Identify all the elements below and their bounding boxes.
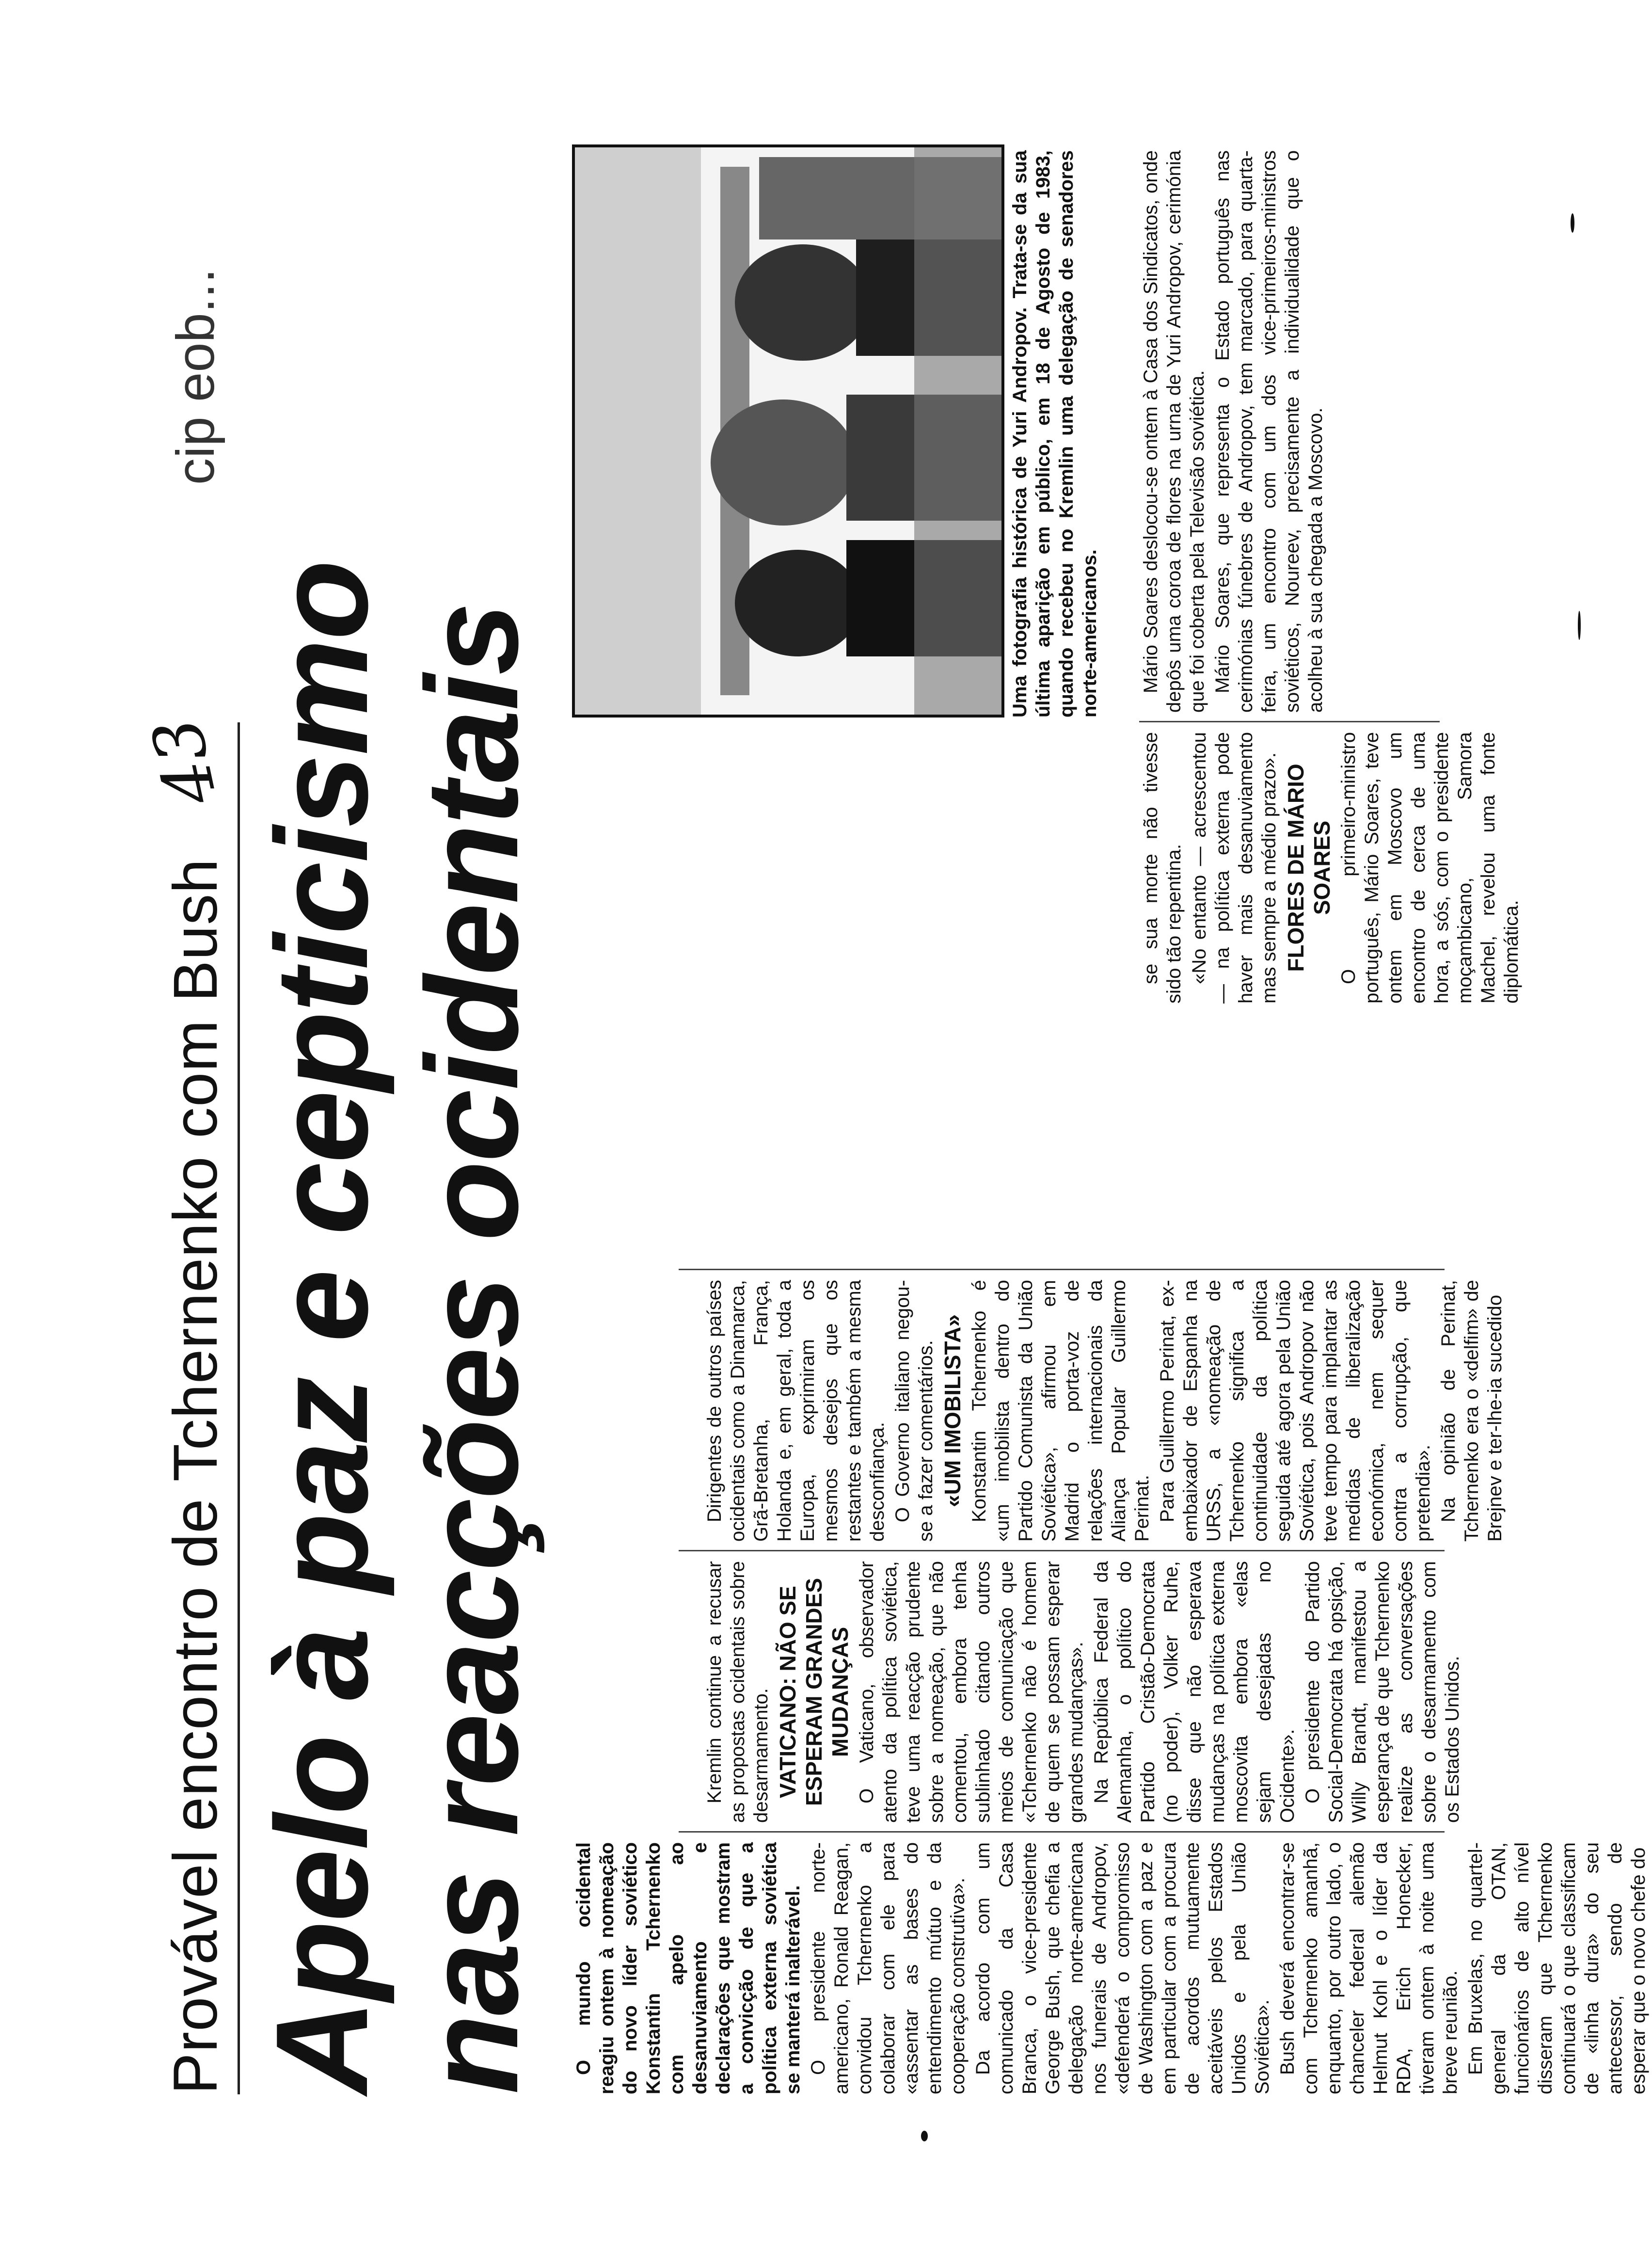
- article-column-1: [572, 1842, 1652, 2094]
- column-divider: [679, 1550, 1445, 1551]
- article-column-5: [1139, 150, 1329, 713]
- paragraph: Kremlin continue a recusar as propostas ocidentais sobre desarmamento.: [704, 1561, 772, 1823]
- paragraph: Da acordo com um comunicado da Casa Branca, o vice-presidente George Bush, que chefia a delegação norte-americana nos funerais de Andropov, «defenderá o compromisso de Washington com a paz e em particular com a procura de acordos mutuamente aceitáveis pelos Estados Unidos e pela União Soviética».: [972, 1842, 1273, 2094]
- paragraph: O Vaticano, observador atento da política soviética, teve uma reacção prudente sobre a nomeação, que não comentou, embora tenha sublinhado citando outros meios de comunicação que «Tchernenko não é homem de quem se possam esperar grandes mudanças».: [856, 1561, 1087, 1823]
- photo-caption: Uma fotografia histórica de Yuri Andropov. Trata-se da sua última aparição em público, em 18 de Agosto de 1983, quando recebeu no Kremlin uma delegação de senadores norte-americanos.: [1009, 150, 1100, 718]
- paragraph: Mário Soares deslocou-se ontem à Casa dos Sindicatos, onde depôs uma coroa de flores na urna de Yuri Andropov, cerimónia que foi coberta pela Televisão soviética.: [1140, 150, 1208, 713]
- handwritten-note: 43: [137, 711, 233, 812]
- paragraph: Mário Soares, que representa o Estado português nas cerimónias fúnebres de Andropov, tem marcado, para quarta-feira, um encontro com um dos vice-primeiros-ministros soviéticos, Noureev, precisamente a individualidade que o acolheu à sua chegada a Moscovo.: [1212, 150, 1326, 713]
- article-column-3: [703, 1280, 1509, 1542]
- column-divider: [679, 1831, 1445, 1833]
- article-kicker: Provável encontro de Tchernenko com Bush: [161, 858, 230, 2094]
- paragraph: O primeiro-ministro português, Mário Soares, teve ontem em Moscovo um encontro de cerca de uma hora, a sós, com o presidente moçambicano, Samora Machel, revelou uma fonte diplomática.: [1338, 732, 1522, 1004]
- paragraph: Dirigentes de outros países ocidentais como a Dinamarca, Grã-Bretanha, França, Holanda e, em geral, toda a Europa, exprimiram os mesmos desejos que os restantes e também a mesma desconfiança.: [704, 1280, 888, 1542]
- paragraph: Na opinião de Perinat, Tchernenko era o «delfim» de Brejnev e ter-lhe-ia sucedido: [1438, 1280, 1506, 1542]
- paragraph: «No entanto — acrescentou — na política externa pode haver mais desanuviamento mas sempre a médio prazo».: [1189, 732, 1280, 1004]
- paragraph: se sua morte não tivesse sido tão repentina.: [1140, 732, 1185, 1004]
- column-divider: [1139, 721, 1440, 722]
- paragraph: Para Guillermo Perinat, ex-embaixador de Espanha na URSS, a «nomeação de Tchernenko significa a continuidade da política seguida até agora pela União Soviética, pois Andropov não teve tempo para implantar as medidas de liberalização económica, nem sequer contra a corrupção, que pretendia».: [1157, 1280, 1434, 1542]
- paragraph: Em Bruxelas, no quartel-general da OTAN, funcionários de alto nível disseram que Tchernenko continuará o que classificam de «linha dura» do seu antecessor, sendo de esperar que o novo chefe do: [1465, 1842, 1649, 2094]
- headline-line-2: nas reacções ocidentais: [399, 603, 545, 2094]
- news-photo: [572, 144, 1004, 718]
- subheading-imobilista: «UM IMOBILISTA»: [940, 1314, 965, 1507]
- scan-speck: [1578, 611, 1581, 640]
- subheading-vaticano: VATICANO: NÃO SE ESPERAM GRANDES MUDANÇAS: [775, 1578, 853, 1806]
- paragraph: O presidente norte-americano, Ronald Reagan, convidou Tchernenko a colaborar com ele para «assentar as bases do entendimento mútuo e da cooperação construtiva».: [808, 1842, 969, 2094]
- article-column-4: [1139, 732, 1525, 1004]
- header-rule: [238, 722, 240, 2094]
- article-kicker-tail: cip eob...: [166, 268, 225, 485]
- paragraph: O mundo ocidental reagiu ontem à nomeação do novo líder soviético Konstantin Tchernenko com apelo ao desanuviamento e declarações que mostram a convicção de que a política externa soviética se manterá inalterável.: [573, 1842, 804, 2094]
- paragraph: Bush deverá encontrar-se com Tchernenko amanhã, enquanto, por outro lado, o chanceler federal alemão Helmut Kohl e o líder da RDA, Erich Honecker, tiveram ontem à noite uma breve reunião.: [1277, 1842, 1461, 2094]
- headline-line-1: Apelo à paz e cepticismo: [249, 561, 395, 2094]
- paragraph: O Governo italiano negou-se a fazer comentários.: [892, 1280, 937, 1542]
- subheading-flores: FLORES DE MÁRIO SOARES: [1283, 764, 1334, 972]
- paragraph: Na República Federal da Alemanha, o político do Partido Cristão-Democrata (no poder), Volker Ruhe, disse que não esperava mudanças na política externa moscovita embora «elas sejam desejadas no Ocidente».: [1091, 1561, 1298, 1823]
- photo-andropov-image: [575, 147, 1001, 715]
- scan-speck: [921, 2131, 928, 2141]
- paragraph: Konstantin Tchernenko é «um imobilista dentro do Partido Comunista da União Soviética», afirmou em Madrid o porta-voz de relações internacionais da Aliança Popular Guillermo Perinat.: [969, 1280, 1153, 1542]
- article-clipping: [137, 136, 1649, 2114]
- column-divider: [679, 1269, 1445, 1270]
- scan-speck: [1571, 213, 1574, 233]
- paragraph: O presidente do Partido Social-Democrata há opsição, Willy Brandt, manifestou a esperança de que Tchernenko realize as conversações sobre o desarmamento com os Estados Unidos.: [1302, 1561, 1463, 1823]
- article-column-2: [703, 1561, 1466, 1823]
